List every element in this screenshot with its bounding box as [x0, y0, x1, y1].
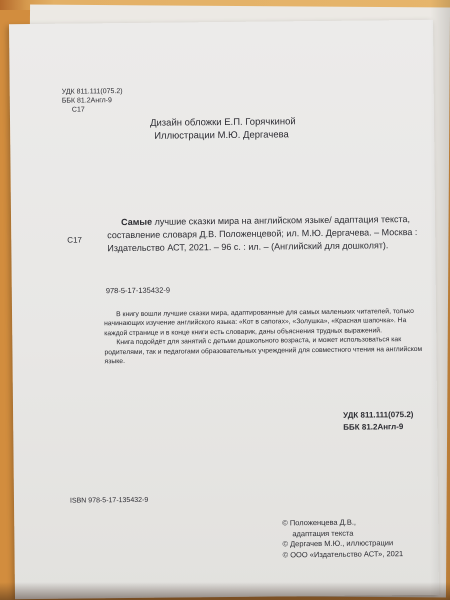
- author-sign: С17: [67, 235, 82, 245]
- biblio-rest: лучшие сказки мира на английском языке/ адаптация текста, составление словаря Д.В. Положенцевой; ил. М.Ю. Дергачева. – Москва : Издательство АСТ, 2021. – 96 с. : ил. – (Английский для дошколят).: [107, 214, 418, 254]
- udk-bbk-bold: [343, 409, 414, 434]
- imprint-page: [9, 20, 439, 599]
- copyright-illustrator: © Дергачев М.Ю., иллюстрации: [282, 538, 394, 549]
- illustrations-credit: Иллюстрации М.Ю. Дергачева: [154, 129, 289, 142]
- isbn-top: 978-5-17-135432-9: [105, 285, 171, 296]
- copyright-block: [282, 517, 403, 560]
- cover-design-credit: Дизайн обложки Е.П. Горячкиной: [149, 116, 296, 129]
- copyright-author-role: адаптация текста: [292, 528, 354, 538]
- biblio-title-bold: Самые: [121, 216, 153, 228]
- bbk-small-line: ББК 81.2Англ-9: [61, 97, 112, 105]
- bbk-bold-line: ББК 81.2Англ-9: [343, 422, 404, 432]
- copyright-publisher: © ООО «Издательство АСТ», 2021: [282, 548, 404, 559]
- c17-small-line: С17: [71, 106, 85, 114]
- credits-block: [150, 115, 296, 143]
- copyright-author: © Положенцева Д.В.,: [282, 517, 357, 528]
- udk-small-line: УДК 811.111(075.2): [61, 88, 123, 96]
- bibliographic-record: [107, 213, 437, 255]
- isbn-bottom: ISBN 978-5-17-135432-9: [69, 496, 149, 505]
- bottom-shadow: [0, 582, 450, 600]
- annotation-paragraph-1: В книгу вошли лучшие сказки мира, адаптированные для самых маленьких читателей, только начинающих изучение английского языка: «Кот в сапогах», «Золушка», «Красная шапочка». На каждой странице и в конце книги есть словарик, даны объяснения трудных выражений.: [104, 308, 414, 338]
- right-shadow: [430, 0, 450, 600]
- udk-bbk-small: [62, 87, 123, 115]
- annotation-paragraph-2: Книга подойдёт для занятий с детьми дошкольного возраста, и может использоваться как родителями, так и педагогами образовательных учреждений для совместного чтения на английском языке.: [104, 336, 423, 366]
- annotation: [104, 307, 431, 367]
- udk-bold-line: УДК 811.111(075.2): [343, 410, 414, 420]
